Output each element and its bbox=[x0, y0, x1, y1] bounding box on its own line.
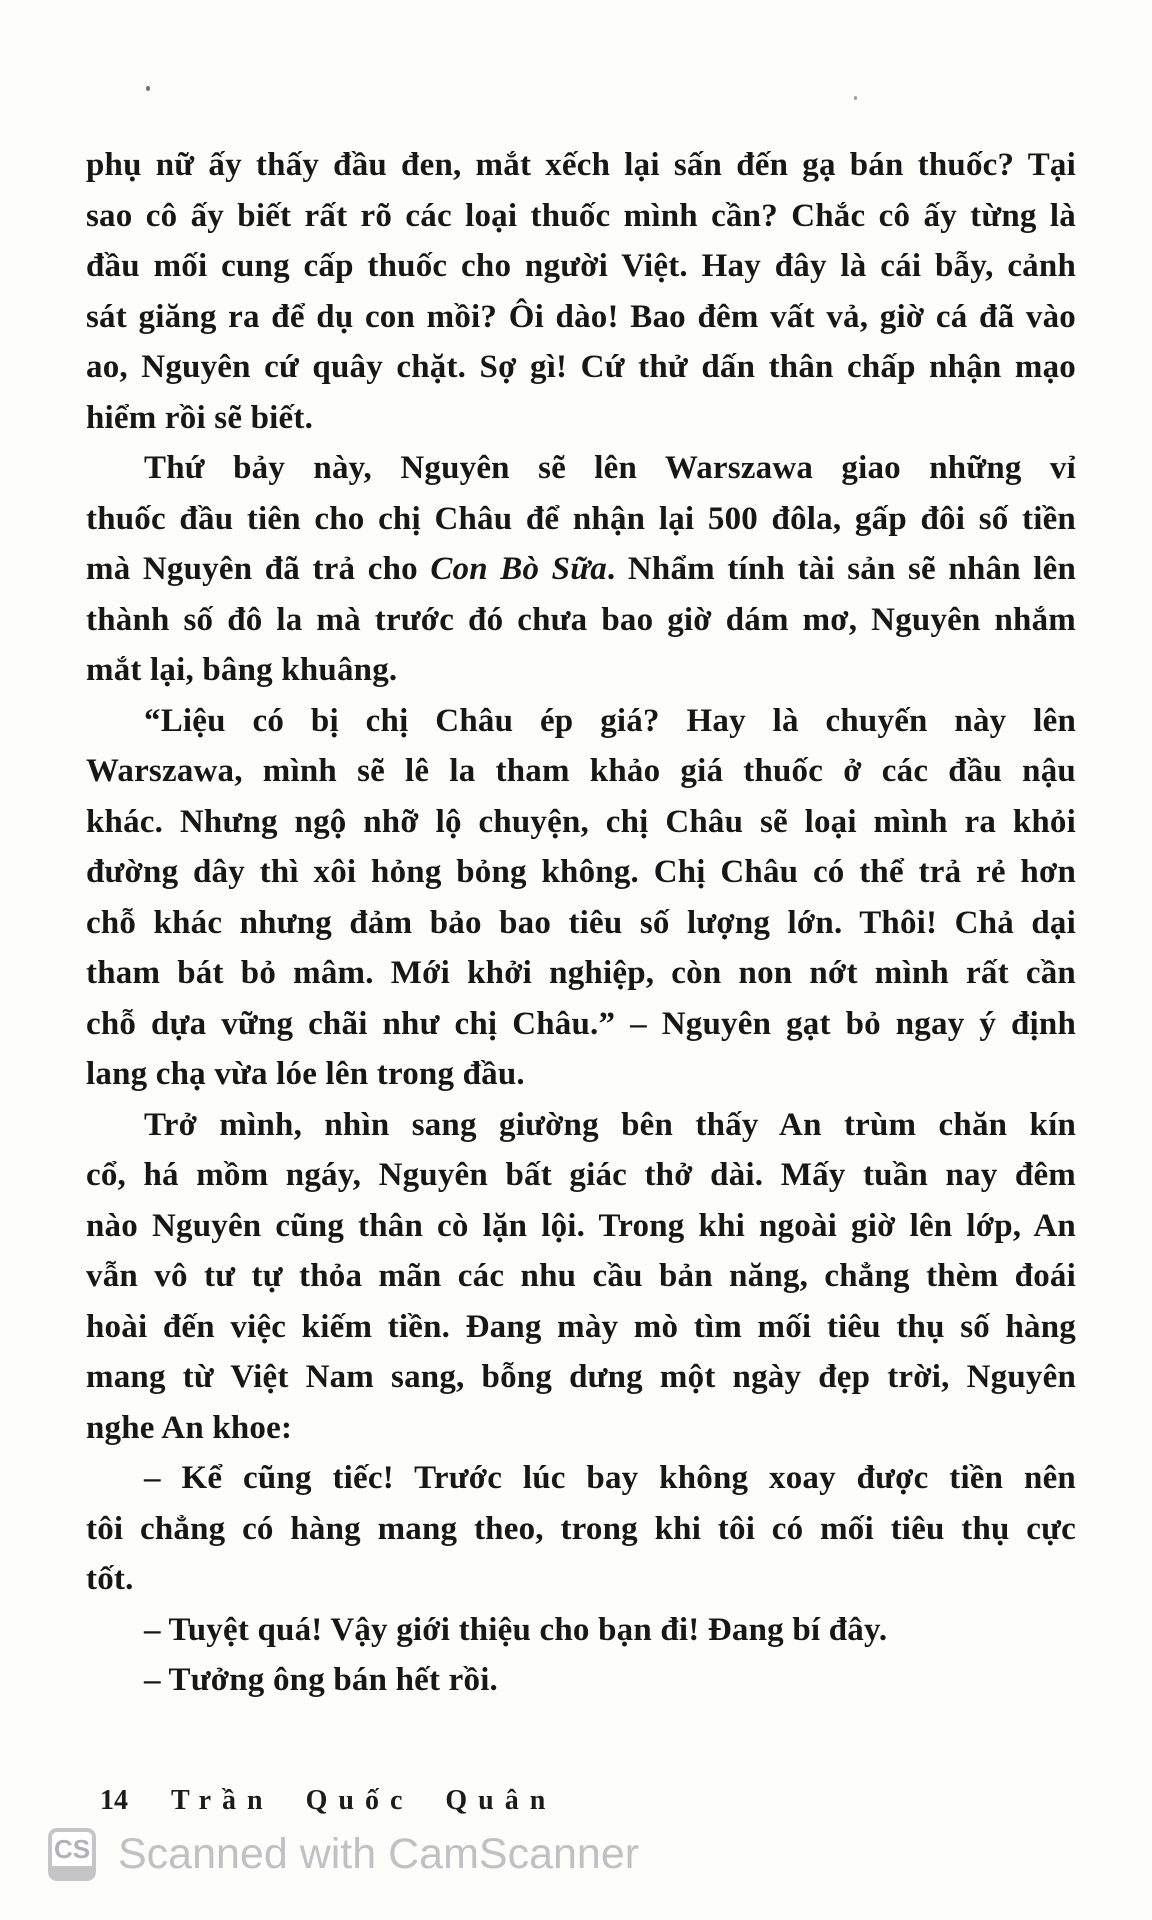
text-line: tôi chẳng có hàng mang theo, trong khi tôi có mối tiêu thụ cực bbox=[86, 1510, 1076, 1547]
text-line: đầu mối cung cấp thuốc cho người Việt. Hay đây là cái bẫy, cảnh bbox=[86, 248, 1076, 284]
text-line: chỗ dựa vững chãi như chị Châu.” – Nguyên gạt bỏ ngay ý định bbox=[86, 1005, 1076, 1042]
text-line: sao cô ấy biết rất rõ các loại thuốc mình cần? Chắc cô ấy từng là bbox=[86, 197, 1076, 234]
text-line: tốt. bbox=[86, 1561, 134, 1597]
scan-speck bbox=[146, 86, 150, 91]
text-line: tham bát bỏ mâm. Mới khởi nghiệp, còn non nớt mình rất cần bbox=[86, 955, 1076, 991]
text-line: khác. Nhưng ngộ nhỡ lộ chuyện, chị Châu sẽ loại mình ra khỏi bbox=[86, 803, 1076, 840]
text-line: Thứ bảy này, Nguyên sẽ lên Warszawa giao những vỉ bbox=[144, 450, 1076, 486]
text-line: “Liệu có bị chị Châu ép giá? Hay là chuyến này lên bbox=[144, 702, 1076, 739]
camscanner-icon-base bbox=[52, 1866, 92, 1877]
text-line: – Tưởng ông bán hết rồi. bbox=[144, 1662, 499, 1698]
text-line: cổ, há mồm ngáy, Nguyên bất giác thở dài. Mấy tuần nay đêm bbox=[86, 1157, 1076, 1193]
text-line: mang từ Việt Nam sang, bỗng dưng một ngày đẹp trời, Nguyên bbox=[86, 1359, 1076, 1395]
text-line: hoài đến việc kiếm tiền. Đang mày mò tìm mối tiêu thụ số hàng bbox=[86, 1308, 1076, 1345]
camscanner-watermark bbox=[48, 1828, 639, 1881]
text-line: nào Nguyên cũng thân cò lặn lội. Trong khi ngoài giờ lên lớp, An bbox=[86, 1207, 1076, 1244]
text-line: vẫn vô tư tự thỏa mãn các nhu cầu bản năng, chẳng thèm đoái bbox=[86, 1258, 1076, 1294]
text-line: mà Nguyên đã trả cho Con Bò Sữa. Nhẩm tính tài sản sẽ nhân lên bbox=[86, 551, 1077, 587]
text-line: đường dây thì xôi hỏng bỏng không. Chị Châu có thể trả rẻ hơn bbox=[86, 854, 1076, 890]
text-block bbox=[86, 140, 1076, 1706]
text-line: nghe An khoe: bbox=[86, 1409, 293, 1446]
text-line: Trở mình, nhìn sang giường bên thấy An trùm chăn kín bbox=[144, 1106, 1076, 1143]
scan-speck bbox=[854, 96, 857, 100]
text-line: lang chạ vừa lóe lên trong đầu. bbox=[86, 1056, 525, 1092]
author-name: Trần Quốc Quân bbox=[171, 1785, 557, 1816]
text-line: hiểm rồi sẽ biết. bbox=[86, 399, 314, 436]
camscanner-icon-label: CS bbox=[53, 1834, 91, 1864]
text-line: – Kể cũng tiếc! Trước lúc bay không xoay được tiền nên bbox=[144, 1460, 1076, 1496]
text-line: sát giăng ra để dụ con mồi? Ôi dào! Bao đêm vất vả, giờ cá đã vào bbox=[86, 298, 1076, 335]
text-line: phụ nữ ấy thấy đầu đen, mắt xếch lại sấn đến gạ bán thuốc? Tại bbox=[86, 147, 1076, 183]
watermark-text: Scanned with CamScanner bbox=[118, 1830, 640, 1878]
text-line: mắt lại, bâng khuâng. bbox=[86, 652, 398, 688]
page-number: 14 bbox=[100, 1785, 128, 1816]
text-line: – Tuyệt quá! Vậy giới thiệu cho bạn đi! Đang bí đây. bbox=[144, 1611, 888, 1648]
text-line: chỗ khác nhưng đảm bảo bao tiêu số lượng lớn. Thôi! Chả dại bbox=[86, 904, 1076, 941]
text-line: thuốc đầu tiên cho chị Châu để nhận lại 500 đôla, gấp đôi số tiền bbox=[86, 500, 1076, 537]
camscanner-icon bbox=[48, 1828, 96, 1881]
text-line: Warszawa, mình sẽ lê la tham khảo giá thuốc ở các đầu nậu bbox=[86, 753, 1076, 789]
text-line: thành số đô la mà trước đó chưa bao giờ dám mơ, Nguyên nhắm bbox=[86, 601, 1076, 638]
text-line: ao, Nguyên cứ quây chặt. Sợ gì! Cứ thử dấn thân chấp nhận mạo bbox=[86, 349, 1076, 385]
page-footer bbox=[100, 1785, 556, 1817]
